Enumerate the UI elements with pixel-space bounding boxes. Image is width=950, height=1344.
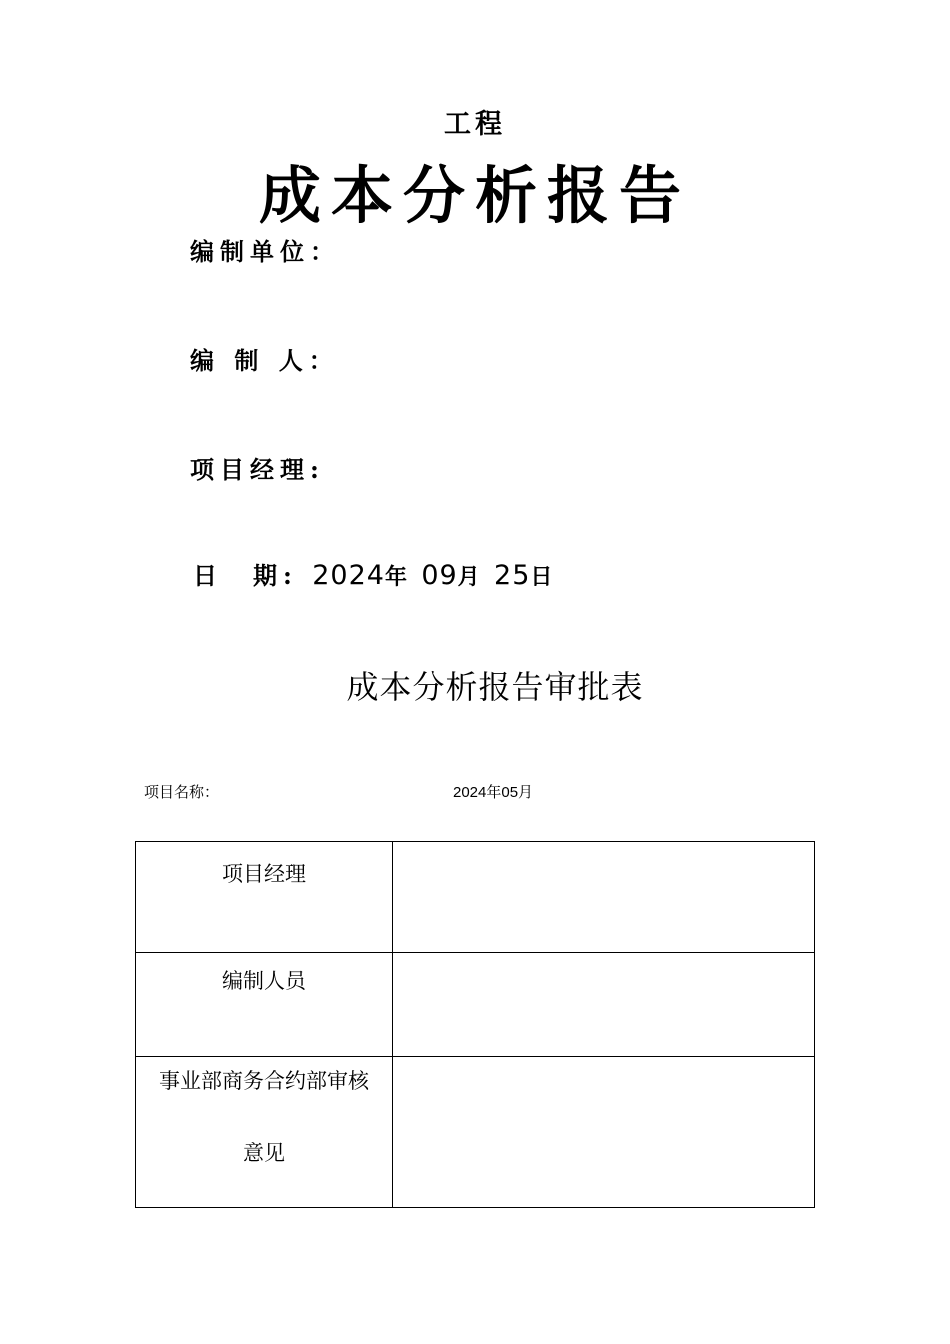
- cover-subtitle: 工程: [444, 109, 506, 140]
- field-date: [193, 556, 552, 591]
- date-month-unit: 月: [457, 564, 480, 590]
- approval-date: 2024年05月: [453, 784, 534, 801]
- field-compiler-label: 编 制 人：: [190, 346, 339, 375]
- table-row: [136, 1057, 815, 1208]
- row-label-line2: 意见: [243, 1141, 285, 1165]
- row-label-project-manager: [136, 842, 393, 953]
- row-label-text: 编制人员: [222, 969, 306, 993]
- row-value-project-manager[interactable]: [393, 842, 815, 953]
- field-compiling-unit: [190, 232, 340, 267]
- project-name-label: 项目名称：: [144, 783, 220, 801]
- row-label-compiler: [136, 953, 393, 1057]
- row-label-review-opinion: [136, 1057, 393, 1208]
- row-label-text: [136, 1057, 392, 1171]
- approval-heading: 成本分析报告审批表: [346, 668, 644, 706]
- date-year-unit: 年: [384, 564, 407, 590]
- date-year: 2024: [312, 560, 385, 591]
- table-row: [136, 953, 815, 1057]
- row-value-review-opinion[interactable]: [393, 1057, 815, 1208]
- field-project-manager: [190, 450, 325, 485]
- field-date-label: 日 期:: [193, 561, 298, 590]
- field-project-manager-label: 项目经理:: [190, 455, 325, 484]
- row-value-compiler[interactable]: [393, 953, 815, 1057]
- date-day-unit: 日: [530, 564, 553, 590]
- table-row: [136, 842, 815, 953]
- date-month: 09: [421, 560, 458, 591]
- date-day: 25: [494, 560, 531, 591]
- approval-table: [135, 841, 815, 1208]
- field-compiling-unit-label: 编制单位：: [190, 237, 340, 266]
- field-compiler: [190, 341, 339, 376]
- cover-title: 成本分析报告: [258, 159, 691, 232]
- row-label-text: 项目经理: [222, 862, 306, 886]
- row-label-line1: 事业部商务合约部审核: [159, 1069, 369, 1093]
